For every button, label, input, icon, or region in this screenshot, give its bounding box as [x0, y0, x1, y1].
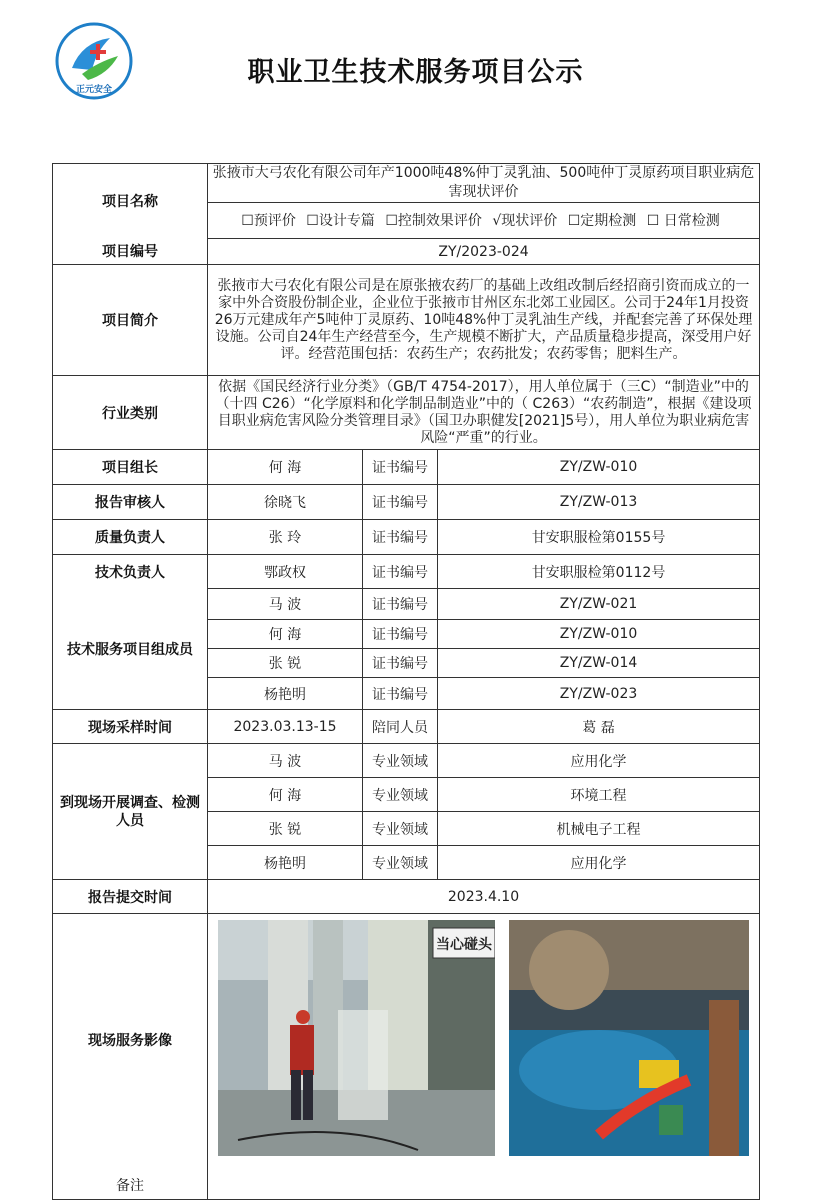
- member-cert-label: 证书编号: [363, 678, 438, 710]
- member-cert: ZY/ZW-014: [438, 649, 760, 678]
- project-intro-value: 张掖市大弓农化有限公司是在原张掖农药厂的基础上改组改制后经招商引资而成立的一家中外合资股份制企业，企业位于张掖市甘州区东北郊工业园区。公司于24年1月投资26万元建成年产5吨仲丁灵原药、10吨48%仲丁灵乳油生产线，并配套完善了环保处理设施。公司自24年生产经营至今，生产规模不断扩大，产品质量稳步提高，深受用户好评。经营范围包括：农药生产；农药批发；农药零售；肥料生产。: [208, 265, 760, 376]
- project-code-label: 项目编号: [53, 239, 208, 265]
- investigator-field-label: 专业领域: [363, 846, 438, 880]
- member-cert-label: 证书编号: [363, 649, 438, 678]
- page-title: 职业卫生技术服务项目公示: [247, 57, 584, 88]
- quality-name: 张 玲: [208, 520, 363, 555]
- member-cert: ZY/ZW-010: [438, 620, 760, 649]
- investigator-field: 应用化学: [438, 744, 760, 778]
- remarks-value: [208, 1166, 760, 1200]
- members-label: 技术服务项目组成员: [53, 589, 208, 710]
- logo-text: 正元安全: [75, 85, 113, 95]
- site-photo-1: [218, 920, 495, 1156]
- quality-cert-label: 证书编号: [363, 520, 438, 555]
- images-cell: [208, 914, 760, 1166]
- type-design: ☐设计专篇: [306, 212, 375, 229]
- evaluation-type-options: [208, 203, 760, 239]
- images-label: 现场服务影像: [53, 914, 208, 1166]
- member-cert: ZY/ZW-023: [438, 678, 760, 710]
- investigator-field-label: 专业领域: [363, 778, 438, 812]
- quality-cert: 甘安职服检第0155号: [438, 520, 760, 555]
- member-cert-label: 证书编号: [363, 620, 438, 649]
- reviewer-cert-label: 证书编号: [363, 485, 438, 520]
- project-name-value: 张掖市大弓农化有限公司年产1000吨48%仲丁灵乳油、500吨仲丁灵原药项目职业病危害现状评价: [208, 164, 760, 203]
- tech-name: 鄂政权: [208, 555, 363, 589]
- member-cert-label: 证书编号: [363, 589, 438, 620]
- submit-time-value: 2023.4.10: [208, 880, 760, 914]
- investigator-field: 机械电子工程: [438, 812, 760, 846]
- type-pre-evaluation: ☐预评价: [241, 212, 296, 229]
- project-intro-label: 项目简介: [53, 265, 208, 376]
- investigator-field: 应用化学: [438, 846, 760, 880]
- reviewer-cert: ZY/ZW-013: [438, 485, 760, 520]
- investigator-name: 张 锐: [208, 812, 363, 846]
- tech-cert-label: 证书编号: [363, 555, 438, 589]
- investigator-field: 环境工程: [438, 778, 760, 812]
- companion-label: 陪同人员: [363, 710, 438, 744]
- leader-cert: ZY/ZW-010: [438, 450, 760, 485]
- quality-label: 质量负责人: [53, 520, 208, 555]
- investigator-field-label: 专业领域: [363, 812, 438, 846]
- warning-sign-text: 当心碰头: [436, 937, 492, 953]
- leader-name: 何 海: [208, 450, 363, 485]
- submit-time-label: 报告提交时间: [53, 880, 208, 914]
- reviewer-label: 报告审核人: [53, 485, 208, 520]
- member-cert: ZY/ZW-021: [438, 589, 760, 620]
- remarks-label: 备注: [53, 1166, 208, 1200]
- member-name: 杨艳明: [208, 678, 363, 710]
- member-name: 马 波: [208, 589, 363, 620]
- member-name: 何 海: [208, 620, 363, 649]
- type-status: √现状评价: [492, 212, 558, 229]
- industry-value: 依据《国民经济行业分类》（GB/T 4754-2017），用人单位属于（三C）“制造业”中的（十四 C26）“化学原料和化学制品制造业”中的（ C263）“农药制造”，根据《建设项目职业病危害风险分类管理目录》（国卫办职健发[2021]5号），用人单位为职业病危害风险“严重”的行业。: [208, 376, 760, 450]
- tech-label: 技术负责人: [53, 555, 208, 589]
- site-photo-2: [509, 920, 749, 1156]
- industry-label: 行业类别: [53, 376, 208, 450]
- sampling-time-label: 现场采样时间: [53, 710, 208, 744]
- companion-value: 葛 磊: [438, 710, 760, 744]
- investigator-name: 杨艳明: [208, 846, 363, 880]
- info-table: [52, 163, 760, 1200]
- project-name-label: 项目名称: [53, 164, 208, 239]
- leader-label: 项目组长: [53, 450, 208, 485]
- type-periodic: ☐定期检测: [567, 212, 637, 229]
- leader-cert-label: 证书编号: [363, 450, 438, 485]
- member-name: 张 锐: [208, 649, 363, 678]
- type-control-effect: ☐控制效果评价: [385, 212, 482, 229]
- investigators-label: 到现场开展调查、检测人员: [53, 744, 208, 880]
- reviewer-name: 徐晓飞: [208, 485, 363, 520]
- project-code-value: ZY/2023-024: [208, 239, 760, 265]
- investigator-name: 马 波: [208, 744, 363, 778]
- investigator-name: 何 海: [208, 778, 363, 812]
- type-daily: ☐ 日常检测: [646, 212, 720, 229]
- tech-cert: 甘安职服检第0112号: [438, 555, 760, 589]
- sampling-time-value: 2023.03.13-15: [208, 710, 363, 744]
- investigator-field-label: 专业领域: [363, 744, 438, 778]
